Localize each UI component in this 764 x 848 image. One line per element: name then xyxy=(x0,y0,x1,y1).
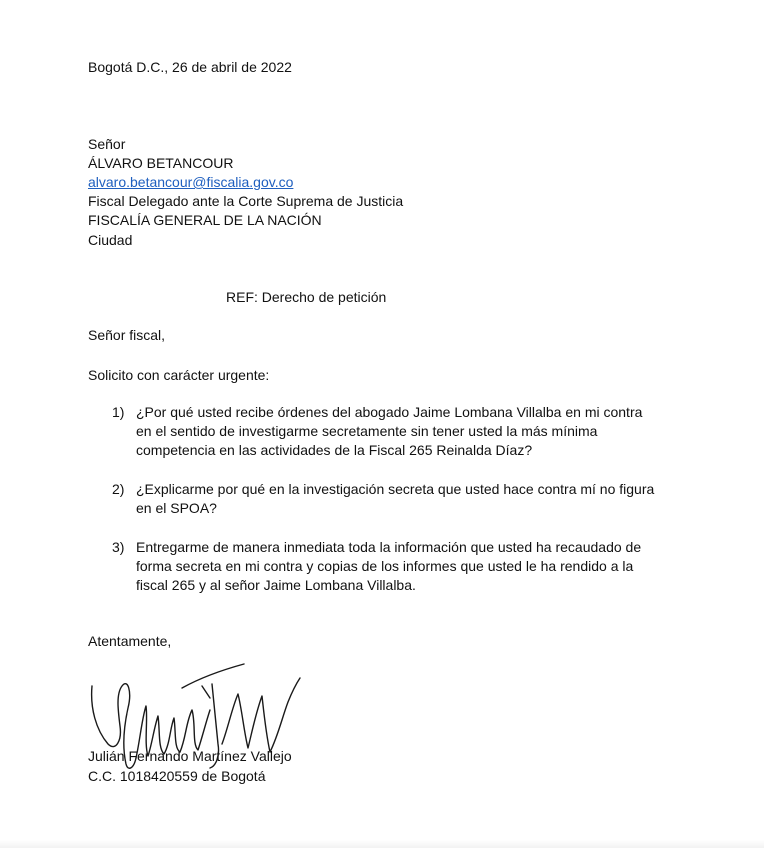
request-item-number: 3) xyxy=(112,539,125,555)
recipient-email-link[interactable]: alvaro.betancour@fiscalia.gov.co xyxy=(88,174,294,190)
closing: Atentamente, xyxy=(88,633,172,649)
request-item-line: competencia en las actividades de la Fiscal 265 Reinalda Díaz? xyxy=(136,442,533,458)
recipient-institution: FISCALÍA GENERAL DE LA NACIÓN xyxy=(88,212,322,228)
request-item-line: fiscal 265 y al señor Jaime Lombana Villalba. xyxy=(136,577,416,593)
signer-id: C.C. 1018420559 de Bogotá xyxy=(88,768,266,784)
page-bottom-edge xyxy=(0,840,764,848)
request-item-number: 1) xyxy=(112,404,125,420)
reference-line: REF: Derecho de petición xyxy=(226,289,387,305)
greeting: Señor fiscal, xyxy=(88,327,166,343)
request-item-line: forma secreta en mi contra y copias de los informes que usted le ha rendido a la xyxy=(136,558,634,574)
request-item-line: en el sentido de investigarme secretamente sin tener usted la más mínima xyxy=(136,423,598,439)
handwritten-signature xyxy=(82,648,312,788)
request-item-line: ¿Explicarme por qué en la investigación secreta que usted hace contra mí no figura xyxy=(136,481,655,497)
recipient-name: ÁLVARO BETANCOUR xyxy=(88,155,234,171)
request-item-line: en el SPOA? xyxy=(136,500,217,516)
request-item-line: Entregarme de manera inmediata toda la información que usted ha recaudado de xyxy=(136,539,642,555)
recipient-salutation: Señor xyxy=(88,136,126,152)
recipient-city: Ciudad xyxy=(88,232,133,248)
signer-name: Julián Fernando Martínez Vallejo xyxy=(88,748,292,764)
intro-text: Solicito con carácter urgente: xyxy=(88,367,270,383)
request-item-line: ¿Por qué usted recibe órdenes del abogado Jaime Lombana Villalba en mi contra xyxy=(136,404,643,420)
recipient-title: Fiscal Delegado ante la Corte Suprema de Justicia xyxy=(88,193,404,209)
place-date: Bogotá D.C., 26 de abril de 2022 xyxy=(88,59,292,75)
request-item-number: 2) xyxy=(112,481,125,497)
